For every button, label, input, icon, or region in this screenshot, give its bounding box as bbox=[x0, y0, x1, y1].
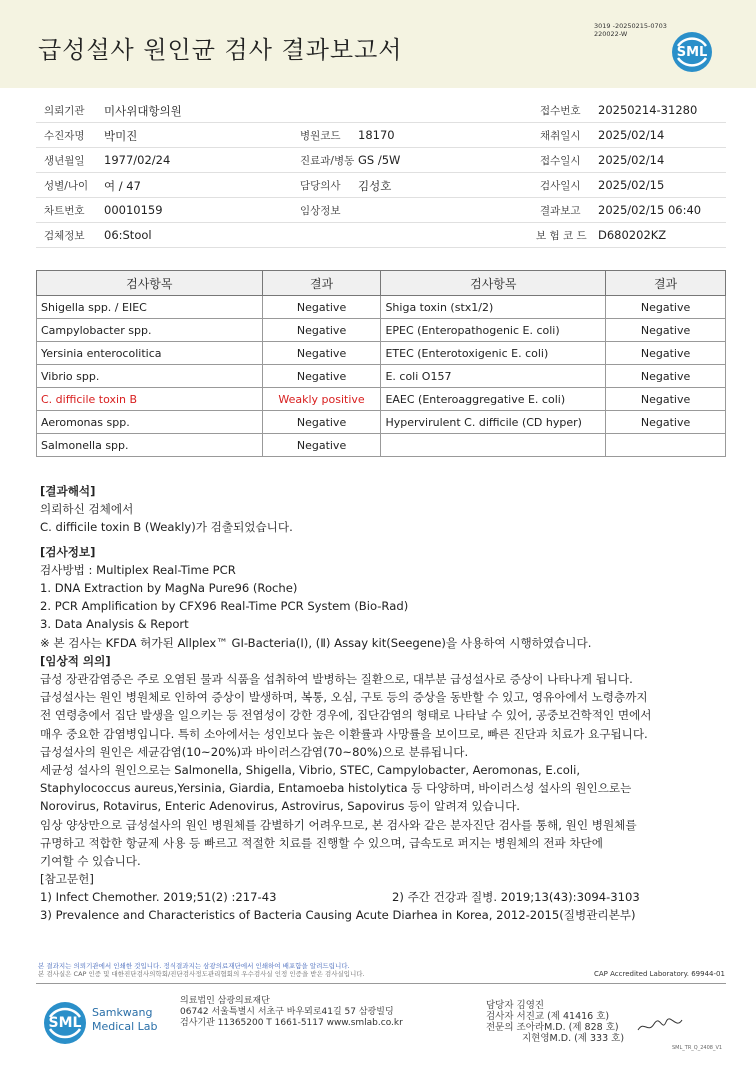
test-result: Negative bbox=[606, 388, 726, 411]
test-item: Hypervirulent C. difficile (CD hyper) bbox=[381, 411, 606, 434]
test-item: Yersinia enterocolitica bbox=[37, 342, 263, 365]
info-row bbox=[36, 198, 726, 223]
logo-text: SML bbox=[676, 44, 708, 60]
doctor-value: 김성호 bbox=[358, 179, 392, 193]
chart-no-value: 00010159 bbox=[104, 203, 163, 217]
paragraph-line: 임상 양상만으로 급성설사의 원인 병원체를 감별하기 어려우므로, 본 검사와 같은 분자진단 검사를 통해, 원인 병원체를 bbox=[40, 817, 637, 832]
test-result: Negative bbox=[262, 365, 381, 388]
dept-label: 진료과/병동 bbox=[300, 155, 355, 167]
insurance-value: D680202KZ bbox=[598, 228, 667, 242]
test-item: Shigella spp. / EIEC bbox=[37, 296, 263, 319]
info-row bbox=[36, 123, 726, 148]
lab-contact: 검사기관 11365200 T 1661-5117 www.smlab.co.kr bbox=[180, 1018, 403, 1028]
specimen-value: 06:Stool bbox=[104, 228, 152, 242]
specialist: 지현영M.D. (제 333 호) bbox=[522, 1033, 625, 1044]
test-date-value: 2025/02/15 bbox=[598, 178, 665, 192]
sex-age-label: 성별/나이 bbox=[44, 180, 89, 192]
test-method: 검사방법 : Multiplex Real-Time PCR bbox=[40, 562, 236, 577]
test-result: Negative bbox=[262, 411, 381, 434]
dept-value: GS /5W bbox=[358, 153, 401, 167]
test-result: Negative bbox=[262, 319, 381, 342]
table-row bbox=[37, 342, 726, 365]
report-date-label: 결과보고 bbox=[540, 205, 581, 217]
patient-label: 수진자명 bbox=[44, 130, 85, 142]
report-title: 급성설사 원인균 검사 결과보고서 bbox=[38, 36, 403, 64]
reference-item: 2) 주간 건강과 질병. 2019;13(43):3094-3103 bbox=[392, 890, 640, 905]
paragraph-line: 전 연령층에서 집단 발생을 일으키는 등 전염성이 강한 경우에, 집단감염의 형태로 나타날 수 있어, 공중보건학적인 면에서 bbox=[40, 708, 652, 723]
lab-street: 06742 서울특별시 서초구 바우뫼로41길 57 삼광빌딩 bbox=[180, 1007, 394, 1017]
logo-text: SML bbox=[48, 1015, 82, 1031]
table-row bbox=[37, 365, 726, 388]
lab-name bbox=[92, 1006, 158, 1034]
test-result: Negative bbox=[606, 365, 726, 388]
test-step: 1. DNA Extraction by MagNa Pure96 (Roche) bbox=[40, 581, 298, 596]
staff-in-charge: 담당자 김영진 bbox=[486, 1000, 545, 1011]
paragraph-line: 급성설사의 원인은 세균감염(10~20%)과 바이러스감염(70~80%)으로 분류됩니다. bbox=[40, 744, 469, 759]
kit-note: ※ 본 검사는 KFDA 허가된 Allplex™ GI-Bacteria(Ⅰ), (Ⅱ) Assay kit(Seegene)을 사용하여 시행하였습니다. bbox=[40, 635, 592, 650]
table-row bbox=[37, 434, 726, 457]
test-item: Vibrio spp. bbox=[37, 365, 263, 388]
institution-label: 의뢰기관 bbox=[44, 105, 85, 117]
paragraph-line: 기여할 수 있습니다. bbox=[40, 854, 141, 869]
test-item: Salmonella spp. bbox=[37, 434, 263, 457]
sml-logo bbox=[672, 32, 712, 72]
test-info-heading: [검사정보] bbox=[40, 544, 96, 559]
info-row bbox=[36, 98, 726, 123]
birth-value: 1977/02/24 bbox=[104, 153, 171, 167]
test-item: Shiga toxin (stx1/2) bbox=[381, 296, 606, 319]
paragraph-line: Norovirus, Rotavirus, Enteric Adenovirus, Astrovirus, Sapovirus 등이 알려져 있습니다. bbox=[40, 799, 520, 814]
test-result: Negative bbox=[606, 342, 726, 365]
test-step: 2. PCR Amplification by CFX96 Real-Time PCR System (Bio-Rad) bbox=[40, 599, 409, 614]
paragraph-line: 매우 중요한 감염병입니다. 특히 소아에서는 성인보다 높은 이환률과 사망률을 보이므로, 빠른 진단과 치료가 요구됩니다. bbox=[40, 726, 648, 741]
lab-address bbox=[180, 996, 403, 1029]
test-item: Aeromonas spp. bbox=[37, 411, 263, 434]
references-heading: [참고문헌] bbox=[40, 872, 94, 887]
lab-name-line-2: Medical Lab bbox=[92, 1020, 158, 1033]
test-item: EAEC (Enteroaggregative E. coli) bbox=[381, 388, 606, 411]
test-result bbox=[606, 434, 726, 457]
signatories bbox=[486, 1000, 624, 1044]
collect-date-value: 2025/02/14 bbox=[598, 128, 665, 142]
receipt-date-label: 접수일시 bbox=[540, 155, 581, 167]
header-test-item: 검사항목 bbox=[381, 271, 606, 296]
table-row bbox=[37, 411, 726, 434]
hospital-code-label: 병원코드 bbox=[300, 130, 341, 142]
document-code-line-1: 3019 -20250215-0703 bbox=[594, 22, 667, 30]
test-item: EPEC (Enteropathogenic E. coli) bbox=[381, 319, 606, 342]
specimen-label: 검체정보 bbox=[44, 230, 85, 242]
collect-date-label: 채취일시 bbox=[540, 130, 581, 142]
table-header-row bbox=[37, 271, 726, 296]
birth-label: 생년월일 bbox=[44, 155, 85, 167]
results-table bbox=[36, 270, 726, 457]
lab-foundation: 의료법인 삼광의료재단 bbox=[180, 996, 270, 1006]
test-item-positive: C. difficile toxin B bbox=[37, 388, 263, 411]
document-code bbox=[594, 22, 667, 38]
test-item: E. coli O157 bbox=[381, 365, 606, 388]
paragraph-line: 세균성 설사의 원인으로는 Salmonella, Shigella, Vibrio, STEC, Campylobacter, Aeromonas, E.coli, bbox=[40, 763, 581, 778]
test-result: Negative bbox=[606, 296, 726, 319]
form-version: SML_TR_Q_2408_V1 bbox=[672, 1045, 723, 1051]
test-step: 3. Data Analysis & Report bbox=[40, 617, 189, 632]
header-result: 결과 bbox=[606, 271, 726, 296]
header-result: 결과 bbox=[262, 271, 381, 296]
examiner: 검사자 서진교 (제 41416 호) bbox=[486, 1011, 610, 1022]
specialist: 전문의 조아라M.D. (제 828 호) bbox=[486, 1022, 619, 1033]
sex-age-value: 여 / 47 bbox=[104, 179, 141, 193]
table-row bbox=[37, 388, 726, 411]
footer-divider bbox=[36, 983, 726, 984]
report-body bbox=[40, 482, 720, 925]
reference-item: 3) Prevalence and Characteristics of Bacteria Causing Acute Diarhea in Korea, 2012-2015(질병관리본부) bbox=[40, 908, 636, 923]
receipt-date-value: 2025/02/14 bbox=[598, 153, 665, 167]
header-test-item: 검사항목 bbox=[37, 271, 263, 296]
reference-item: 1) Infect Chemother. 2019;51(2) :217-43 bbox=[40, 890, 277, 905]
document-code-line-2: 220022-W bbox=[594, 30, 628, 38]
paragraph-line: 규명하고 적합한 항균제 사용 등 빠르고 적절한 치료를 진행할 수 있으며, 급속도로 퍼지는 병원체의 전파 차단에 bbox=[40, 835, 603, 850]
lab-name-line-1: Samkwang bbox=[92, 1006, 153, 1019]
info-row bbox=[36, 173, 726, 198]
test-result: Negative bbox=[606, 411, 726, 434]
test-item: Campylobacter spp. bbox=[37, 319, 263, 342]
clinical-significance-heading: [임상적 의의] bbox=[40, 653, 111, 668]
report-date-value: 2025/02/15 06:40 bbox=[598, 203, 702, 217]
test-result: Negative bbox=[262, 342, 381, 365]
signature-image bbox=[636, 1016, 684, 1036]
receipt-no-label: 접수번호 bbox=[540, 105, 581, 117]
print-notice: 본 결과지는 의뢰기관에서 인쇄한 것입니다. 정식결과지는 삼광의료재단에서 인쇄하여 배포함을 알려드립니다. bbox=[38, 962, 350, 970]
test-result: Negative bbox=[262, 296, 381, 319]
interpretation-heading: [결과해석] bbox=[40, 484, 96, 498]
interpretation-line: C. difficile toxin B (Weakly)가 검출되었습니다. bbox=[40, 520, 293, 535]
cap-accreditation: CAP Accredited Laboratory. 69944-01 bbox=[594, 970, 725, 978]
table-row bbox=[37, 319, 726, 342]
test-result-positive: Weakly positive bbox=[262, 388, 381, 411]
paragraph-line: 급성설사는 원인 병원체로 인하여 증상이 발생하며, 복통, 오심, 구토 등의 증상을 동반할 수 있고, 영유아에서 노령층까지 bbox=[40, 690, 648, 705]
paragraph-line: 급성 장관감염증은 주로 오염된 물과 식품을 섭취하여 발병하는 질환으로, 대부분 급성설사로 증상이 나타나게 됩니다. bbox=[40, 672, 633, 687]
test-result: Negative bbox=[606, 319, 726, 342]
test-result: Negative bbox=[262, 434, 381, 457]
footer-notes bbox=[38, 962, 365, 978]
chart-no-label: 차트번호 bbox=[44, 205, 85, 217]
sml-logo-circle bbox=[44, 1002, 86, 1044]
clinical-label: 임상정보 bbox=[300, 205, 341, 217]
accreditation-notice: 본 검사실은 CAP 인증 및 대한진단검사의학회/진단검사정도관리협회의 우수검사실 인정 인증을 받은 검사실입니다. bbox=[38, 970, 365, 978]
institution-value: 미사위대항의원 bbox=[104, 104, 182, 118]
patient-value: 박미진 bbox=[104, 129, 138, 143]
table-row bbox=[37, 296, 726, 319]
insurance-label: 보 험 코 드 bbox=[536, 230, 587, 242]
doctor-label: 담당의사 bbox=[300, 180, 341, 192]
paragraph-line: Staphylococcus aureus,Yersinia, Giardia, Entamoeba histolytica 등 다양하며, 바이러스성 설사의 원인으로는 bbox=[40, 781, 632, 796]
reference-row bbox=[40, 888, 720, 906]
test-item: ETEC (Enterotoxigenic E. coli) bbox=[381, 342, 606, 365]
test-date-label: 검사일시 bbox=[540, 180, 581, 192]
hospital-code-value: 18170 bbox=[358, 128, 395, 142]
info-row bbox=[36, 148, 726, 173]
info-row bbox=[36, 223, 726, 248]
test-item bbox=[381, 434, 606, 457]
receipt-no-value: 20250214-31280 bbox=[598, 103, 698, 117]
interpretation-line: 의뢰하신 검체에서 bbox=[40, 502, 134, 517]
